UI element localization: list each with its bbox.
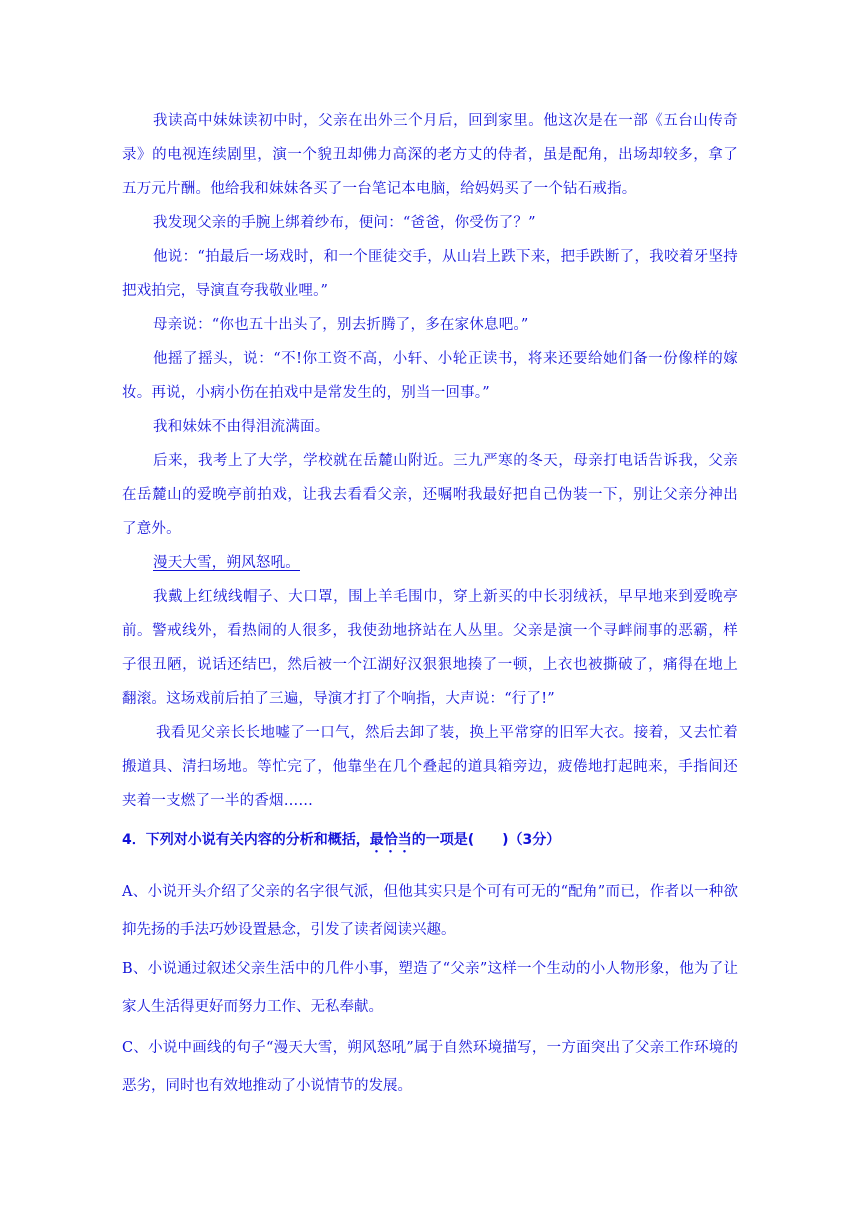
- option-c: C、小说中画线的句子“漫天大雪，朔风怒吼”属于自然环境描写，一方面突出了父亲工作环境的恶劣，同时也有效地推动了小说情节的发展。: [122, 1040, 738, 1094]
- option-b: B、小说通过叙述父亲生活中的几件小事，塑造了“父亲”这样一个生动的小人物形象，他为了让家人生活得更好而努力工作、无私奉献。: [122, 961, 738, 1015]
- question-prefix: 4．下列对小说有关内容的分析和概括，: [122, 832, 370, 848]
- passage-paragraph-4: 母亲说：“你也五十出头了，别去折腾了，多在家休息吧。”: [153, 317, 529, 333]
- passage-paragraph-9: 我戴上红绒线帽子、大口罩，围上羊毛围巾，穿上新买的中长羽绒袄，早早地来到爱晚亭前。警戒线外，看热闹的人很多，我使劲地挤站在人丛里。父亲是演一个寻衅闹事的恶霸，样子很丑陋，说话还结巴，然后被一个江湖好汉狠狠地揍了一顿，上衣也被撕破了，痛得在地上翻滚。这场戏前后拍了三遍，导演才打了个响指，大声说：“行了!”: [122, 589, 738, 707]
- story-passage: [122, 104, 738, 818]
- question-4-stem: [122, 823, 738, 857]
- passage-paragraph-7: 后来，我考上了大学，学校就在岳麓山附近。三九严寒的冬天，母亲打电话告诉我，父亲在岳麓山的爱晚亭前拍戏，让我去看看父亲，还嘱咐我最好把自己伪装一下，别让父亲分神出了意外。: [122, 453, 738, 537]
- passage-paragraph-1: 我读高中妹妹读初中时，父亲在出外三个月后，回到家里。他这次是在一部《五台山传奇录》的电视连续剧里，演一个貌丑却佛力高深的老方丈的侍者，虽是配角，出场却较多，拿了五万元片酬。他给我和妹妹各买了一台笔记本电脑，给妈妈买了一个钻石戒指。: [122, 113, 738, 197]
- passage-paragraph-3: 他说：“拍最后一场戏时，和一个匪徒交手，从山岩上跌下来，把手跌断了，我咬着牙坚持把戏拍完，导演直夸我敬业哩。”: [122, 249, 738, 299]
- option-a: A、小说开头介绍了父亲的名字很气派，但他其实只是个可有可无的“配角”而已，作者以一种欲抑先扬的手法巧妙设置悬念，引发了读者阅读兴趣。: [122, 884, 738, 938]
- passage-paragraph-10: 我看见父亲长长地嘘了一口气，然后去卸了装，换上平常穿的旧军大衣。接着，又去忙着搬道具、清扫场地。等忙完了，他靠坐在几个叠起的道具箱旁边，疲倦地打起盹来，手指间还夹着一支燃了一半的香烟……: [122, 725, 738, 809]
- underlined-text: 漫天大雪，朔风怒吼。: [153, 555, 300, 571]
- question-emphasis: 最恰当: [369, 832, 412, 848]
- passage-underlined-sentence: [122, 546, 738, 580]
- passage-paragraph-6: 我和妹妹不由得泪流满面。: [153, 419, 330, 435]
- passage-paragraph-2: 我发现父亲的手腕上绑着纱布，便问：“爸爸，你受伤了？”: [153, 215, 536, 231]
- passage-paragraph-5: 他摇了摇头，说：“不!你工资不高，小轩、小轮正读书，将来还要给她们备一份像样的嫁妆。再说，小病小伤在拍戏中是常发生的，别当一回事。”: [122, 351, 738, 401]
- question-suffix: 的一项是( )（3分）: [411, 832, 561, 848]
